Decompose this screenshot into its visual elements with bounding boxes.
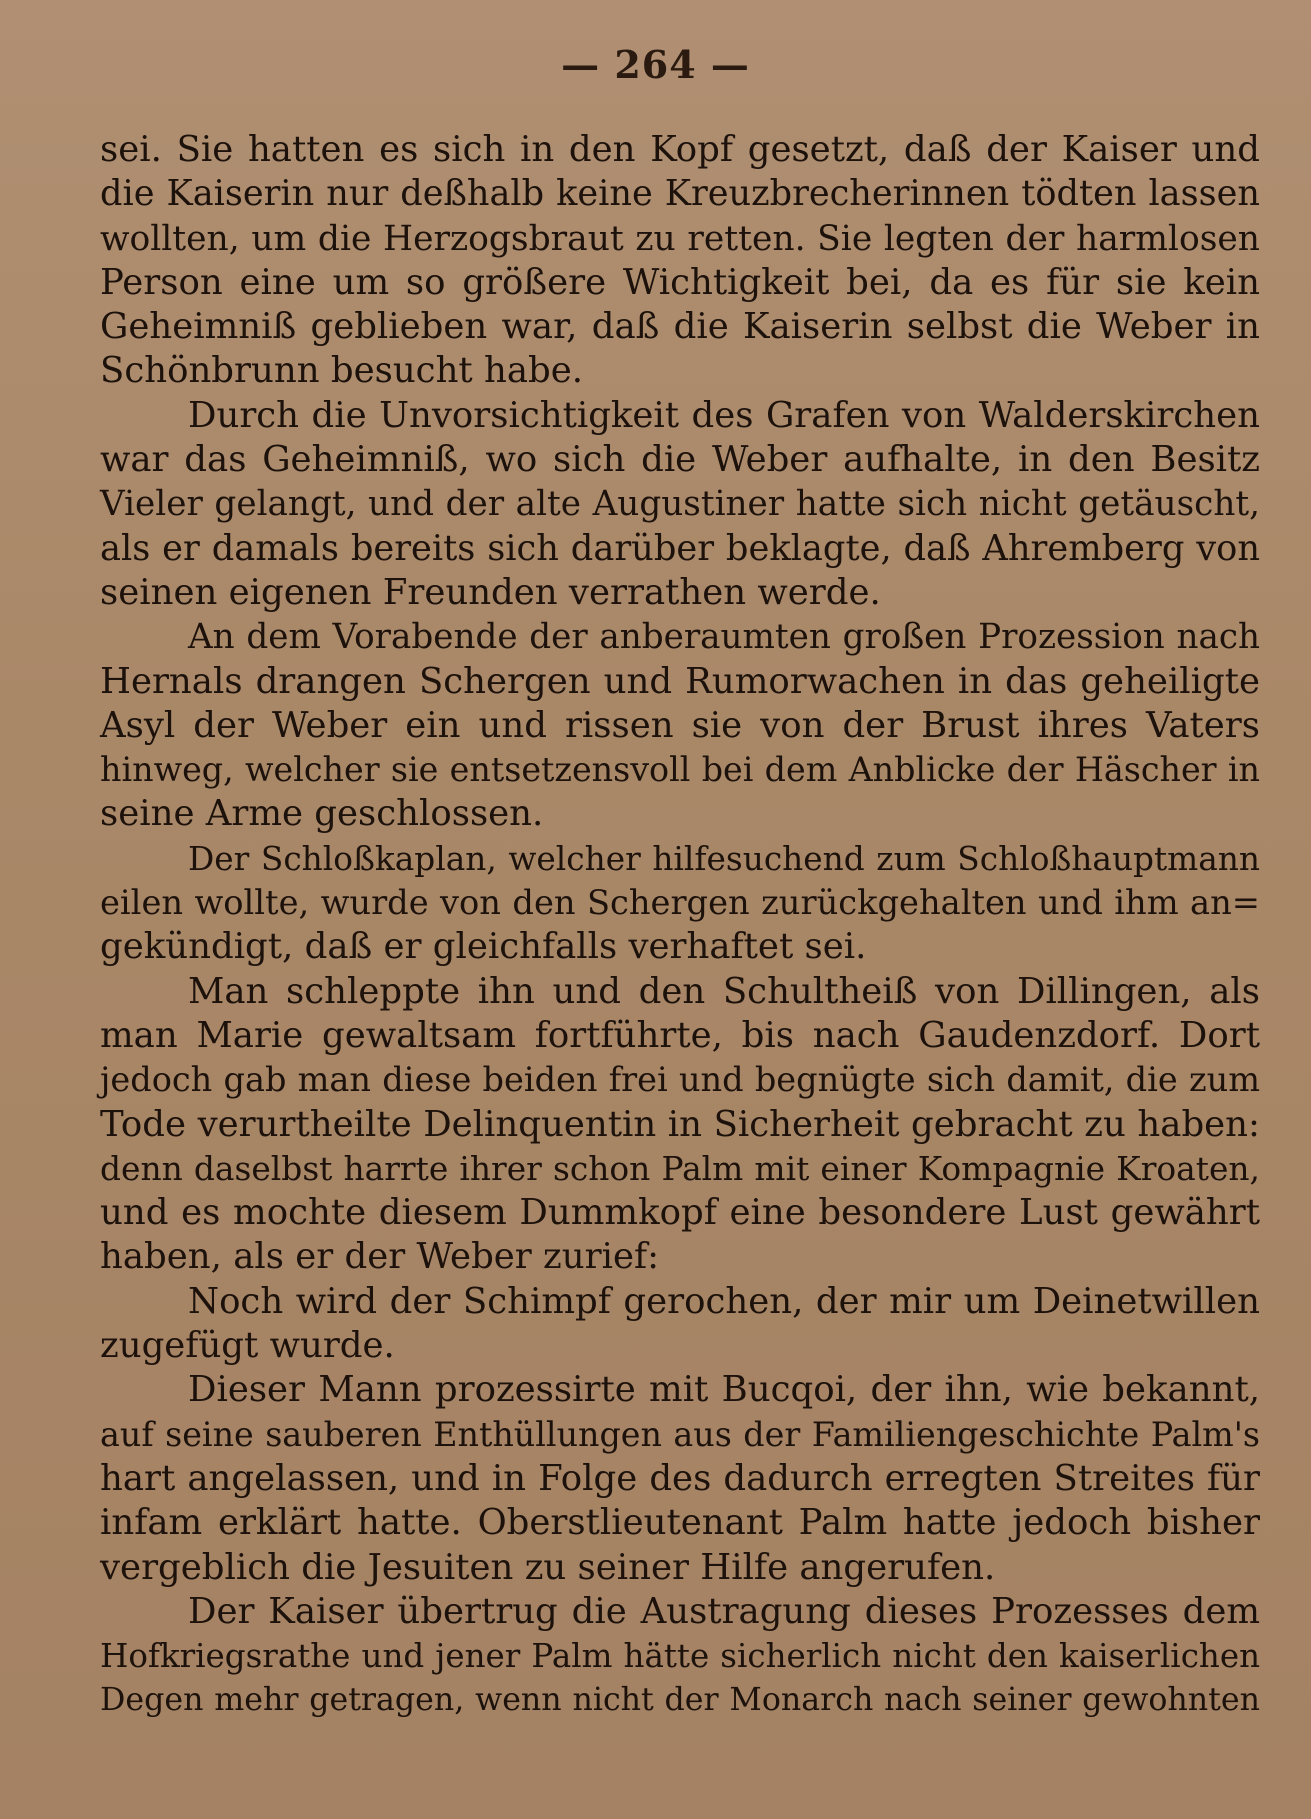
- paragraph: [100, 615, 1260, 836]
- text-line: An dem Vorabende der anberaumten großen Prozession nach: [188, 617, 1260, 658]
- paragraph: [100, 1368, 1260, 1589]
- text-line: Man schleppte ihn und den Schultheiß von Dillingen, als: [188, 970, 1260, 1012]
- text-line: Vieler gelangt, und der alte Augustiner hatte sich nicht getäuscht,: [100, 484, 1260, 525]
- text-line: Person eine um so größere Wichtigkeit bei, da es für sie kein: [100, 261, 1260, 303]
- text-line: Der Schloßkaplan, welcher hilfesuchend zum Schloßhauptmann: [188, 839, 1260, 878]
- text-line: eilen wollte, wurde von den Schergen zurückgehalten und ihm an=: [100, 883, 1260, 923]
- text-line: hart angelassen, und in Folge des dadurch erregten Streites für: [100, 1457, 1260, 1499]
- text-line: und es mochte diesem Dummkopf eine besondere Lust gewährt: [100, 1192, 1260, 1234]
- text-line: jedoch gab man diese beiden frei und begnügte sich damit, die zum: [100, 1060, 1260, 1100]
- paragraph: [100, 837, 1260, 970]
- text-line: wollten, um die Herzogsbraut zu retten. Sie legten der harmlosen: [100, 218, 1260, 259]
- text-line: Degen mehr getragen, wenn nicht der Monarch nach seiner gewohnten: [100, 1682, 1260, 1719]
- text-line: sei. Sie hatten es sich in den Kopf gesetzt, daß der Kaiser und: [100, 129, 1260, 170]
- text-line: gekündigt, daß er gleichfalls verhaftet sei.: [100, 926, 867, 968]
- text-line: seine Arme geschlossen.: [100, 793, 544, 835]
- text-line: war das Geheimniß, wo sich die Weber aufhalte, in den Besitz: [100, 439, 1260, 481]
- text-line: Dieser Mann prozessirte mit Bucqoi, der ihn, wie bekannt,: [188, 1369, 1260, 1411]
- text-line: Schönbrunn besucht habe.: [100, 350, 584, 392]
- text-line: Geheimniß geblieben war, daß die Kaiserin selbst die Weber in: [100, 306, 1260, 348]
- text-line: Hernals drangen Schergen und Rumorwachen in das geheiligte: [100, 660, 1260, 702]
- text-line: auf seine sauberen Enthüllungen aus der Familiengeschichte Palm's: [100, 1414, 1260, 1454]
- text-line: zugefügt wurde.: [100, 1325, 395, 1367]
- text-line: denn daselbst harrte ihrer schon Palm mit einer Kompagnie Kroaten,: [100, 1149, 1260, 1188]
- text-line: seinen eigenen Freunden verrathen werde.: [100, 571, 881, 613]
- text-line: Asyl der Weber ein und rissen sie von der Brust ihres Vaters: [100, 704, 1260, 746]
- text-line: die Kaiserin nur deßhalb keine Kreuzbrecherinnen tödten lassen: [100, 173, 1260, 215]
- text-line: vergeblich die Jesuiten zu seiner Hilfe angerufen.: [100, 1546, 996, 1588]
- paragraph: [100, 128, 1260, 394]
- text-line: Durch die Unvorsichtigkeit des Grafen von Walderskirchen: [188, 394, 1260, 436]
- text-line: man Marie gewaltsam fortführte, bis nach Gaudenzdorf. Dort: [100, 1014, 1260, 1056]
- text-line: Noch wird der Schimpf gerochen, der mir um Deinetwillen: [188, 1280, 1260, 1322]
- text-line: infam erklärt hatte. Oberstlieutenant Palm hatte jedoch bisher: [100, 1502, 1260, 1544]
- paragraph: [100, 1280, 1260, 1369]
- text-line: Hofkriegsrathe und jener Palm hätte sicherlich nicht den kaiserlichen: [100, 1637, 1260, 1676]
- text-line: Tode verurtheilte Delinquentin in Sicherheit gebracht zu haben:: [100, 1103, 1260, 1145]
- text-line: hinweg, welcher sie entsetzensvoll bei dem Anblicke der Häscher in: [100, 750, 1260, 790]
- page-number: — 264 —: [561, 42, 750, 87]
- text-line: Der Kaiser übertrug die Austragung dieses Prozesses dem: [188, 1590, 1260, 1632]
- paragraph: [100, 394, 1260, 615]
- paragraph: [100, 1590, 1260, 1723]
- body-text: [100, 128, 1260, 1723]
- text-line: haben, als er der Weber zurief:: [100, 1236, 660, 1278]
- text-line: als er damals bereits sich darüber beklagte, daß Ahremberg von: [100, 527, 1260, 569]
- paragraph: [100, 970, 1260, 1280]
